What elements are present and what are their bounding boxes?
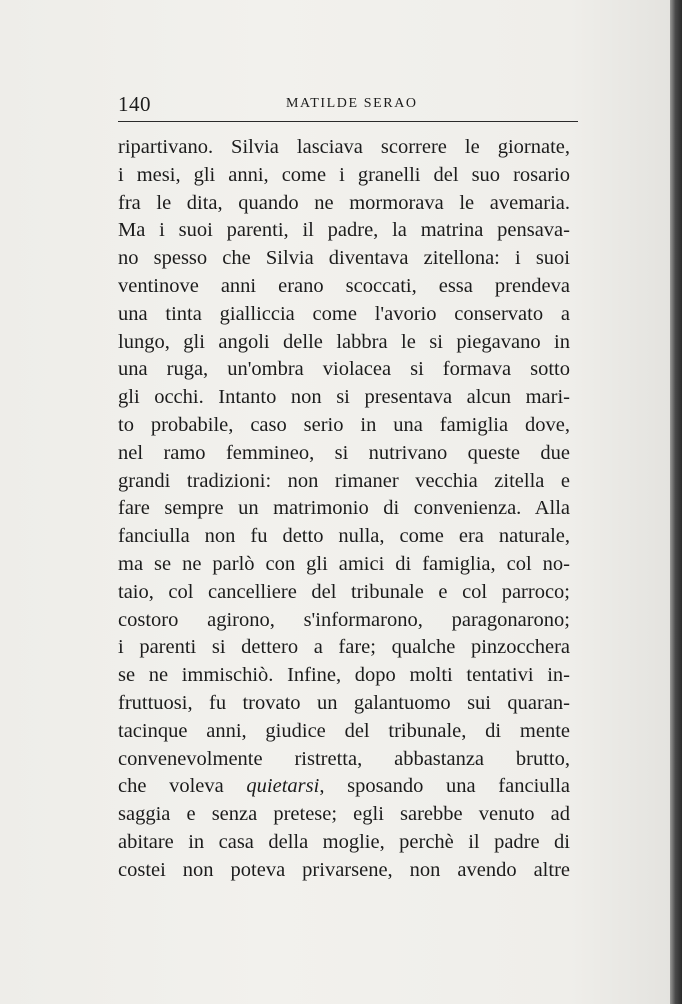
page-number: 140 xyxy=(118,92,151,116)
text-line: una ruga, un'ombra violacea si formava sotto xyxy=(118,358,570,381)
text-line: una tinta gialliccia come l'avorio conservato a xyxy=(118,302,570,325)
text-line: se ne immischiò. Infine, dopo molti tentativi in- xyxy=(118,664,570,687)
text-line: fra le dita, quando ne mormorava le avemaria. xyxy=(118,191,570,214)
text-line: i parenti si dettero a fare; qualche pinzocchera xyxy=(118,636,570,659)
body-text xyxy=(118,134,570,885)
text-line: ma se ne parlò con gli amici di famiglia, col no- xyxy=(118,552,570,575)
text-line: to probabile, caso serio in una famiglia dove, xyxy=(118,413,570,436)
running-head: MATILDE SERAO xyxy=(286,96,418,111)
text-line: taio, col cancelliere del tribunale e col parroco; xyxy=(118,580,570,603)
text-line: lungo, gli angoli delle labbra le si piegavano in xyxy=(118,330,570,353)
text-line-with-italic xyxy=(118,773,570,801)
text-line: convenevolmente ristretta, abbastanza brutto, xyxy=(118,747,570,770)
italic-word: quietarsi xyxy=(246,775,320,798)
text-line: ventinove anni erano scoccati, essa prendeva xyxy=(118,274,570,297)
text-segment: che voleva xyxy=(118,775,224,798)
text-line: abitare in casa della moglie, perchè il padre di xyxy=(118,830,570,853)
text-line: nel ramo femmineo, si nutrivano queste due xyxy=(118,441,570,464)
text-line: grandi tradizioni: non rimaner vecchia zitella e xyxy=(118,469,570,492)
header-rule xyxy=(118,121,578,122)
text-line: ripartivano. Silvia lasciava scorrere le giornate, xyxy=(118,136,570,158)
text-line: fanciulla non fu detto nulla, come era naturale, xyxy=(118,525,570,548)
text-line: fruttuosi, fu trovato un galantuomo sui quaran- xyxy=(118,691,570,714)
text-line: no spesso che Silvia diventava zitellona: i suoi xyxy=(118,247,570,270)
page-header xyxy=(118,92,578,122)
text-line: Ma i suoi parenti, il padre, la matrina pensava- xyxy=(118,219,570,242)
text-line: saggia e senza pretese; egli sarebbe venuto ad xyxy=(118,803,570,826)
text-line: costei non poteva privarsene, non avendo altre xyxy=(118,858,570,881)
text-line: costoro agirono, s'informarono, paragonarono; xyxy=(118,608,570,631)
text-line: fare sempre un matrimonio di convenienza. Alla xyxy=(118,497,570,520)
page-edge-shadow xyxy=(670,0,682,1004)
text-segment: , sposando una fanciulla xyxy=(319,775,571,798)
text-line: i mesi, gli anni, come i granelli del suo rosario xyxy=(118,163,570,186)
text-line: tacinque anni, giudice del tribunale, di mente xyxy=(118,719,570,742)
text-line: gli occhi. Intanto non si presentava alcun mari- xyxy=(118,386,570,409)
